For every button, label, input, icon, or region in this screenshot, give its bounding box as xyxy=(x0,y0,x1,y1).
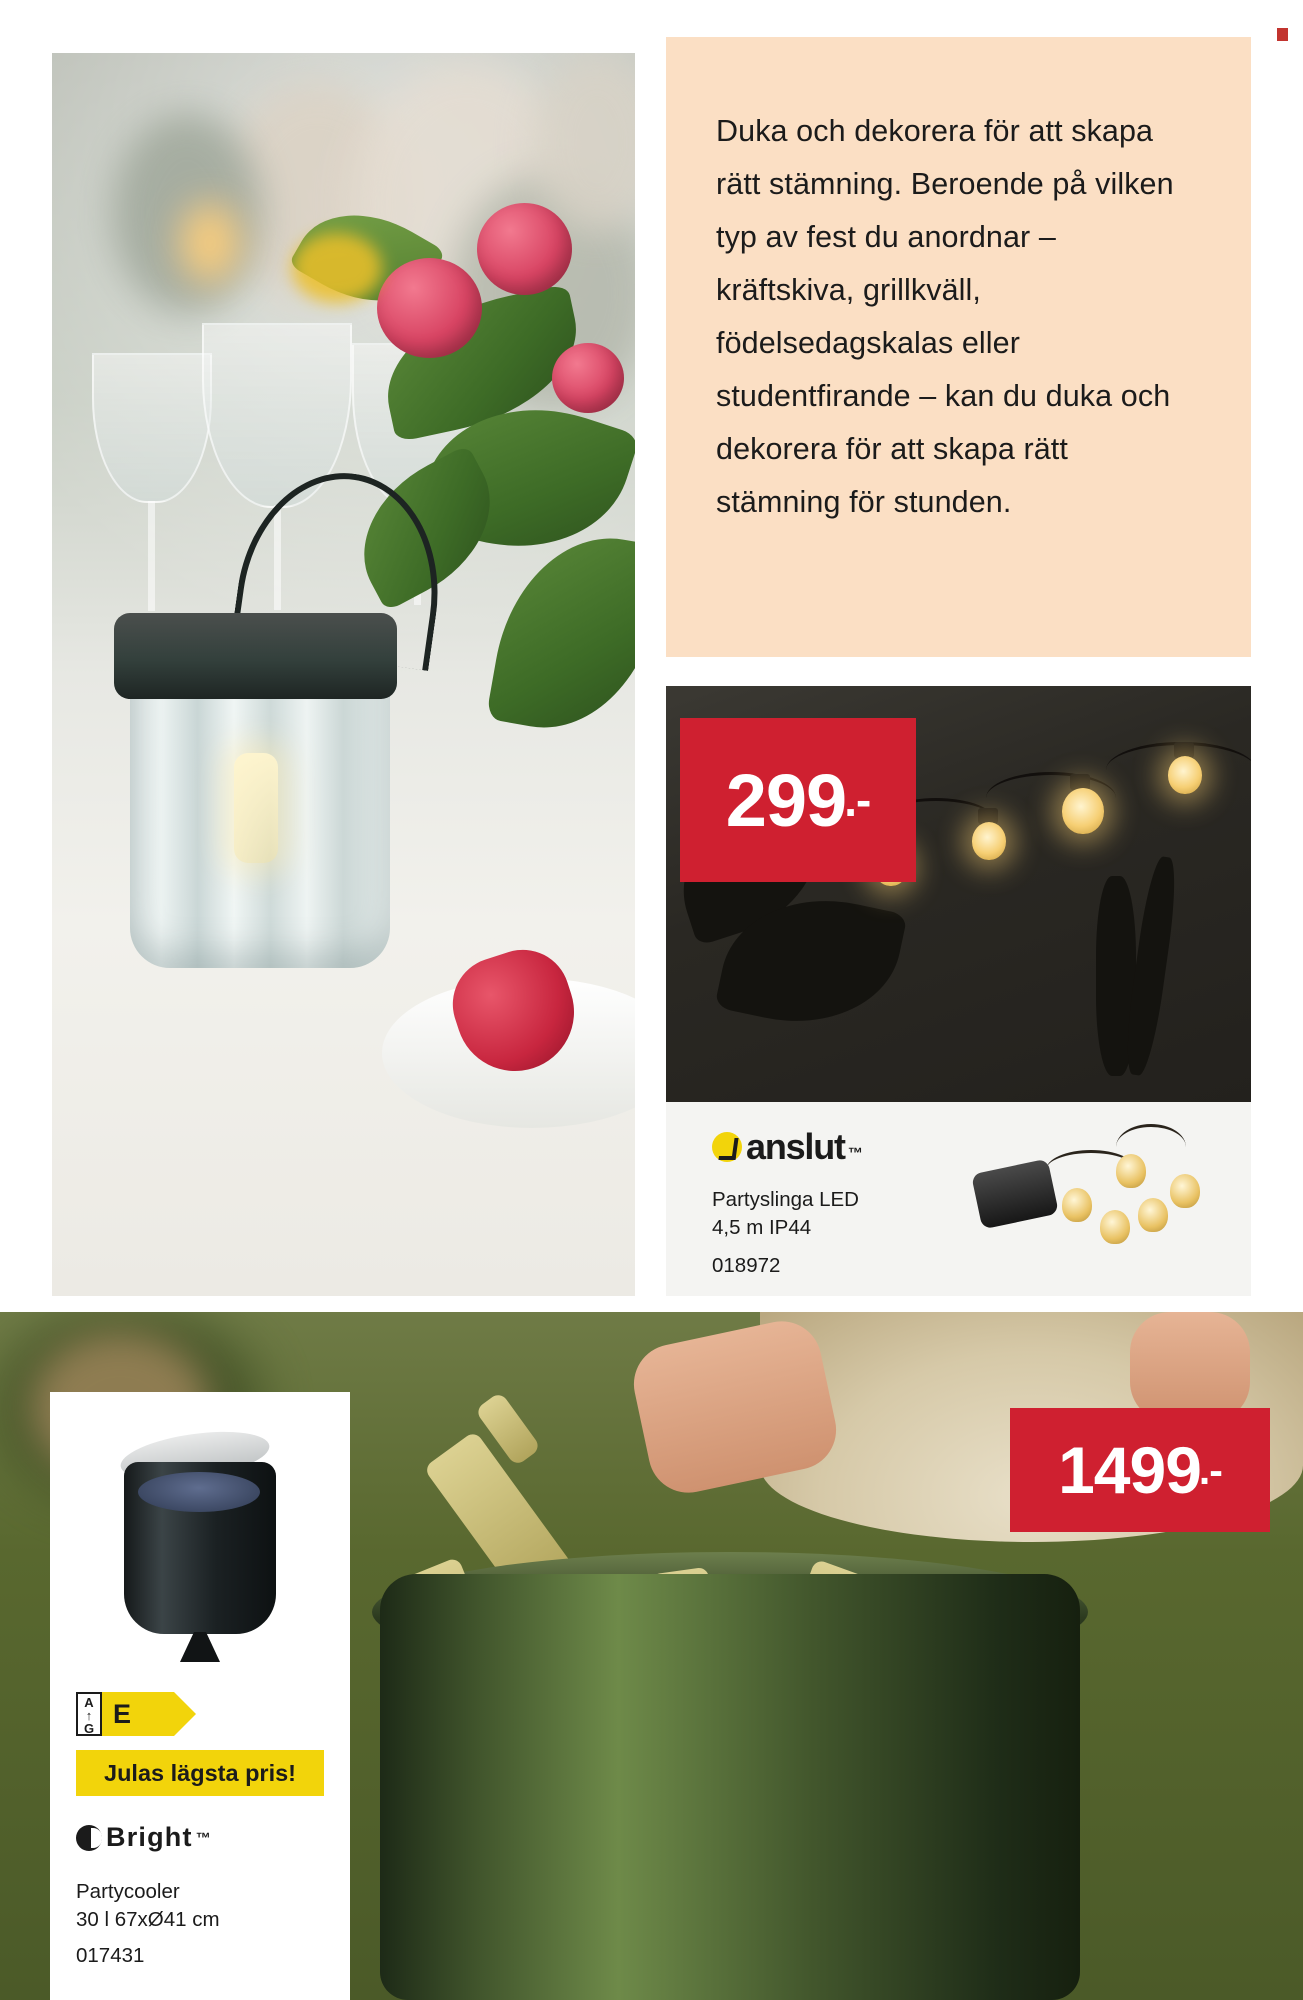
article-number-partyslinga: 018972 xyxy=(712,1254,781,1277)
product-spec: 30 l 67xØ41 cm xyxy=(76,1908,220,1931)
hero-photo-table-setting xyxy=(52,53,635,1296)
product-name-partyslinga xyxy=(712,1186,859,1242)
product-photo-plug-detail xyxy=(966,1114,1246,1289)
intro-paragraph: Duka och dekorera för att skapa rätt stämning. Beroende på vilken typ av fest du anordnar – kräftskiva, grillkväll, födelsedagskalas eller studentfirande – kan du duka och dekorera för att skapa rätt stämning för stunden. xyxy=(716,114,1174,519)
light-bulb xyxy=(972,822,1006,860)
lantern-lid xyxy=(114,613,397,699)
article-number-partycooler: 017431 xyxy=(76,1944,145,1967)
light-bulb xyxy=(1100,1210,1130,1244)
product-title: Partyslinga LED xyxy=(712,1188,859,1211)
wine-glass-stem xyxy=(148,501,155,611)
energy-scale-bottom: G xyxy=(83,1721,95,1736)
bright-logo-icon xyxy=(76,1825,102,1851)
cooler-ice xyxy=(138,1472,260,1512)
light-bulb xyxy=(1116,1154,1146,1188)
intro-text-block xyxy=(666,37,1251,657)
price-suffix: .- xyxy=(1198,1446,1222,1493)
light-bulb xyxy=(1170,1174,1200,1208)
peony-flower xyxy=(477,203,572,295)
price-badge-partyslinga xyxy=(680,718,916,882)
price-suffix: .- xyxy=(844,774,871,826)
energy-class-badge xyxy=(102,1692,174,1736)
hand xyxy=(1130,1312,1250,1422)
bokeh-blob xyxy=(112,113,262,313)
product-photo-string-lights xyxy=(666,686,1251,1102)
brand-name: anslut xyxy=(746,1126,845,1167)
light-bulb xyxy=(1062,1188,1092,1222)
peony-bud xyxy=(552,343,624,413)
price-badge-partycooler xyxy=(1010,1408,1270,1532)
product-spec: 4,5 m IP44 xyxy=(712,1216,812,1239)
energy-label xyxy=(76,1692,174,1736)
brand-logo-anslut xyxy=(712,1126,862,1168)
power-plug xyxy=(971,1159,1059,1230)
peony-flower xyxy=(377,258,482,358)
cooler-barrel xyxy=(380,1574,1080,2000)
price-value: 299 xyxy=(725,758,847,842)
energy-class-letter: E xyxy=(113,1698,132,1729)
anslut-logo-icon xyxy=(712,1132,742,1162)
product-card-partyslinga[interactable] xyxy=(666,686,1251,1296)
light-bulb xyxy=(1138,1198,1168,1232)
lantern-bulb xyxy=(234,753,278,863)
brand-logo-bright xyxy=(76,1822,212,1853)
yellow-flower xyxy=(292,233,382,303)
light-bulb xyxy=(1168,756,1202,794)
promo-label: Julas lägsta pris! xyxy=(104,1759,296,1786)
candle-glow xyxy=(180,203,240,283)
product-card-partycooler[interactable] xyxy=(50,1392,350,2000)
product-title: Partycooler xyxy=(76,1880,180,1903)
light-bulb xyxy=(1062,788,1104,834)
trademark-symbol: ™ xyxy=(195,1830,212,1847)
corner-mark xyxy=(1277,28,1288,41)
product-photo-partycooler xyxy=(76,1414,326,1674)
cooler-stand xyxy=(180,1632,220,1662)
brand-name: Bright xyxy=(106,1822,193,1852)
price-value: 1499 xyxy=(1058,1433,1201,1507)
product-name-partycooler xyxy=(76,1878,220,1934)
energy-scale xyxy=(76,1692,102,1736)
promo-banner-lowest-price xyxy=(76,1750,324,1796)
trademark-symbol: ™ xyxy=(847,1145,862,1162)
energy-scale-arrow-icon: ↑ xyxy=(85,1708,93,1723)
energy-scale-top: A xyxy=(84,1695,94,1710)
